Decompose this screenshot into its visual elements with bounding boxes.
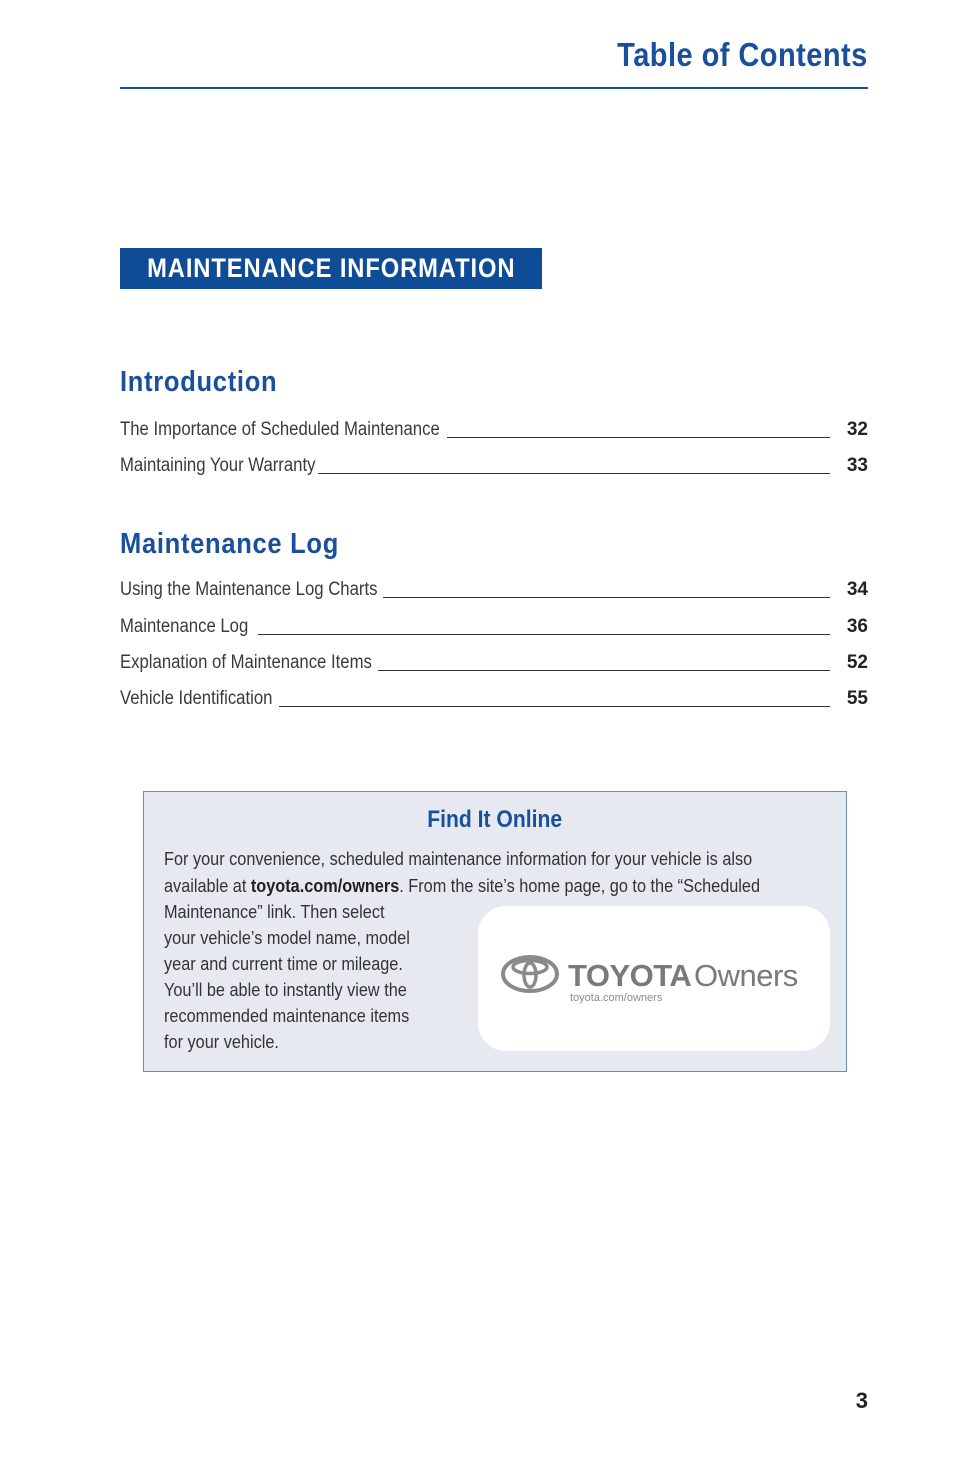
toc-row[interactable] [120,650,868,674]
toc-leader [318,473,830,474]
side-line: your vehicle’s model name, model [164,927,410,948]
page-title: Table of Contents [617,36,868,73]
logo-brand-text: TOYOTA [568,958,692,993]
group-title-introduction: Introduction [120,366,278,398]
section-banner-label: MAINTENANCE INFORMATION [146,253,516,283]
side-line: recommended maintenance items [164,1005,410,1026]
find-it-online-box [143,791,847,1072]
toc-page-number: 55 [846,688,868,709]
toc-page-number: 36 [846,616,868,637]
toc-label: Vehicle Identification [120,688,273,709]
logo-url-text: toyota.com/owners [570,992,663,1004]
toc-leader [258,634,830,635]
toc-row[interactable] [120,577,868,601]
toc-page-number: 32 [846,419,868,440]
group-title-maintenance-log: Maintenance Log [120,528,339,560]
toc-leader [447,437,830,438]
toyota-owners-link[interactable]: toyota.com/owners [250,875,400,896]
toc-row[interactable] [120,417,868,441]
section-banner [120,248,542,289]
header-rule [120,87,868,89]
toc-label: The Importance of Scheduled Maintenance [120,419,440,440]
intro-line-2-suffix: . From the site’s home page, go to the “Scheduled [399,875,761,896]
toc-page-number: 33 [846,455,868,476]
intro-line-2 [164,872,815,899]
toc-page-number: 34 [846,579,868,600]
find-it-online-title-text: Find It Online [427,806,563,833]
find-it-online-side-text [164,899,454,1055]
side-line: Maintenance” link. Then select [164,901,385,922]
logo-owners-text: Owners [694,958,798,993]
toc-label: Explanation of Maintenance Items [120,652,372,673]
toc-label: Maintenance Log [120,616,249,637]
intro-line-2-prefix: available at [164,875,251,896]
toyota-emblem-icon [500,954,560,994]
toc-leader [279,706,830,707]
toc-leader [378,670,830,671]
toc-label: Using the Maintenance Log Charts [120,579,378,600]
page-number: 3 [855,1388,868,1413]
find-it-online-title [144,806,846,834]
toc-row[interactable] [120,686,868,710]
toc-row[interactable] [120,453,868,477]
side-line: You’ll be able to instantly view the [164,979,407,1000]
toc-label: Maintaining Your Warranty [120,455,316,476]
intro-line-1: For your convenience, scheduled maintenance information for your vehicle is also [164,848,753,869]
side-line: for your vehicle. [164,1031,279,1052]
side-line: year and current time or mileage. [164,953,403,974]
find-it-online-intro [164,845,815,899]
toc-page-number: 52 [846,652,868,673]
toyota-owners-logo [478,906,830,1051]
toc-row[interactable] [120,614,868,638]
toc-leader [383,597,830,598]
